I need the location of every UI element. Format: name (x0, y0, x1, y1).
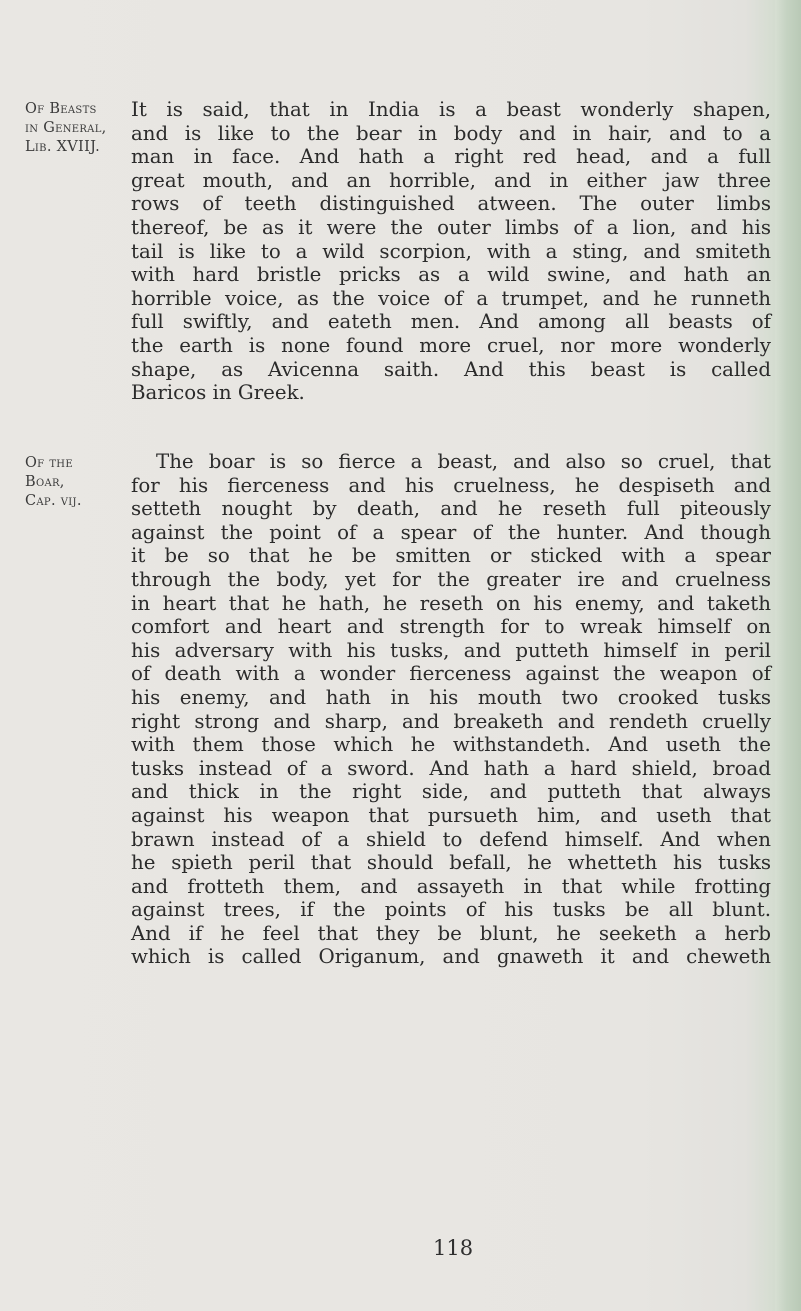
text-line: his adversary with his tusks, and putteth himself in peril (131, 638, 771, 662)
text-line: and thick in the right side, and putteth that always (131, 780, 771, 804)
text-line: against his weapon that pursueth him, and useth that (131, 803, 771, 827)
text-line: thereof, be as it were the outer limbs of a lion, and his (131, 215, 771, 239)
text-line: horrible voice, as the voice of a trumpet, and he runneth (131, 286, 771, 310)
text-line: with them those which he withstandeth. And useth the (131, 733, 771, 757)
text-line: man in face. And hath a right red head, and a full (131, 145, 771, 169)
text-line: and is like to the bear in body and in hair, and to a (131, 121, 771, 145)
text-line: for his fierceness and his cruelness, he despiseth and (131, 473, 771, 497)
text-line: And if he feel that they be blunt, he seeketh a herb (131, 921, 771, 945)
text-line: right strong and sharp, and breaketh and rendeth cruelly (131, 709, 771, 733)
sidenote-line: Of Beasts (25, 101, 97, 117)
text-line: of death with a wonder fierceness against the weapon of (131, 662, 771, 686)
text-line: through the body, yet for the greater ire and cruelness (131, 567, 771, 591)
sidenote-beasts-in-general (25, 100, 125, 157)
text-line: in heart that he hath, he reseth on his enemy, and taketh (131, 591, 771, 615)
text-line: and frotteth them, and assayeth in that while frotting (131, 874, 771, 898)
text-line: his enemy, and hath in his mouth two crooked tusks (131, 685, 771, 709)
text-line: It is said, that in India is a beast wonderly shapen, (131, 98, 771, 121)
page-edge-shadow (775, 0, 801, 1311)
text-line: great mouth, and an horrible, and in either jaw three (131, 168, 771, 192)
text-line: tail is like to a wild scorpion, with a sting, and smiteth (131, 239, 771, 263)
text-line: rows of teeth distinguished atween. The outer limbs (131, 192, 771, 216)
sidenote-line: Boar, (25, 474, 65, 490)
sidenote-line: Lib. XVIIJ. (25, 139, 100, 155)
sidenote-line: Of the (25, 455, 73, 471)
text-line: the earth is none found more cruel, nor more wonderly (131, 333, 771, 357)
text-line: shape, as Avicenna saith. And this beast is called (131, 357, 771, 381)
paragraph-beast-of-india (131, 98, 771, 405)
sidenote-of-the-boar (25, 454, 125, 511)
text-line: which is called Origanum, and gnaweth it and cheweth (131, 945, 771, 969)
text-line: Baricos in Greek. (131, 381, 305, 405)
text-line: comfort and heart and strength for to wreak himself on (131, 615, 771, 639)
text-line: brawn instead of a shield to defend himself. And when (131, 827, 771, 851)
sidenote-line: in General, (25, 120, 107, 136)
page-number: 118 (433, 1236, 474, 1260)
text-line: it be so that he be smitten or sticked with a spear (131, 544, 771, 568)
text-line: with hard bristle pricks as a wild swine, and hath an (131, 263, 771, 287)
paragraph-the-boar (131, 450, 771, 969)
sidenote-line: Cap. vij. (25, 493, 82, 509)
text-line: setteth nought by death, and he reseth full piteously (131, 497, 771, 521)
text-line: tusks instead of a sword. And hath a hard shield, broad (131, 756, 771, 780)
text-line: against trees, if the points of his tusks be all blunt. (131, 898, 771, 922)
text-line: The boar is so fierce a beast, and also so cruel, that (156, 450, 771, 473)
text-line: against the point of a spear of the hunter. And though (131, 520, 771, 544)
text-line: he spieth peril that should befall, he whetteth his tusks (131, 851, 771, 875)
text-line: full swiftly, and eateth men. And among all beasts of (131, 310, 771, 334)
